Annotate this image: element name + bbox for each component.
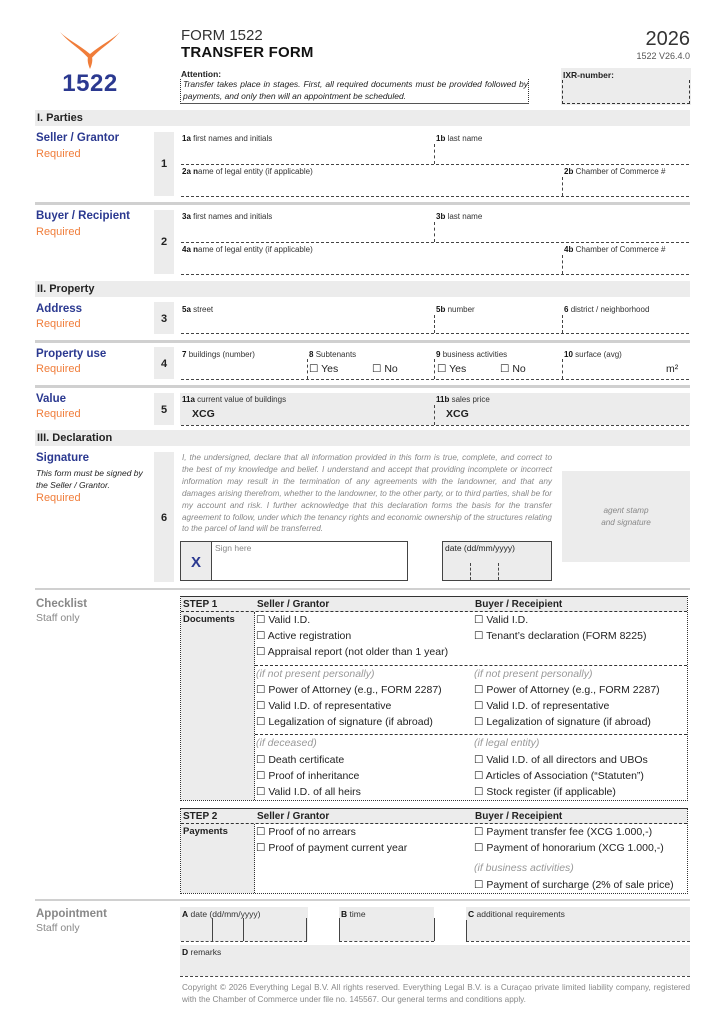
- field-property-use-input-line[interactable]: [181, 379, 689, 380]
- date-end-divider: [306, 918, 307, 941]
- checklist-item[interactable]: ☐ Legalization of signature (if abroad): [256, 716, 433, 729]
- field-3a-label: 3a first names and initials: [182, 212, 273, 221]
- checklist-item[interactable]: ☐ Proof of inheritance: [256, 769, 360, 782]
- field-8-divider: [307, 359, 308, 379]
- checklist-item[interactable]: ☐ Stock register (if applicable): [474, 786, 616, 799]
- seller-number: 1: [154, 132, 174, 196]
- field-6-divider: [562, 315, 563, 333]
- field-11a-label: 11a current value of buildings: [182, 395, 287, 404]
- surface-unit: m²: [666, 363, 679, 375]
- date-day-divider: [212, 918, 213, 941]
- checklist-item[interactable]: ☐ Proof of payment current year: [256, 842, 408, 855]
- form-title: TRANSFER FORM: [181, 44, 314, 61]
- step2-row-label: Payments: [181, 824, 255, 893]
- date-month-divider: [498, 563, 499, 580]
- field-7-label: 7 buildings (number): [182, 350, 255, 359]
- seller-title: Seller / Grantor: [36, 132, 120, 144]
- property-use-title: Property use: [36, 348, 107, 360]
- appointment-remarks-line: [180, 976, 690, 977]
- checklist-item[interactable]: ☐ Valid I.D.: [256, 614, 311, 626]
- step1-label: STEP 1: [183, 599, 218, 610]
- checklist-item[interactable]: ☐ Payment of surcharge (2% of sale price): [474, 878, 674, 891]
- field-5a-label: 5a street: [182, 305, 214, 314]
- checklist-item[interactable]: ☐ Legalization of signature (if abroad): [474, 716, 651, 729]
- requirements-divider: [466, 920, 467, 941]
- appointment-time-label: B time: [341, 909, 366, 919]
- checklist-item[interactable]: ☐ Payment of honorarium (XCG 1.000,-): [474, 842, 664, 855]
- logo-number: 1522: [62, 70, 118, 97]
- value-number: 5: [154, 393, 174, 425]
- sign-placeholder: Sign here: [215, 543, 252, 553]
- checklist-item[interactable]: ☐ Proof of no arrears: [256, 826, 356, 838]
- checklist-item[interactable]: ☐ Appraisal report (not older than 1 year): [256, 646, 449, 659]
- section-declaration: III. Declaration: [35, 430, 690, 446]
- signature-field[interactable]: [180, 541, 408, 581]
- field-3b-label: 3b last name: [436, 212, 483, 221]
- business-activities-no-checkbox[interactable]: ☐ No: [500, 363, 526, 375]
- field-address-input-line[interactable]: [181, 333, 689, 334]
- checklist-condition: (if deceased): [256, 737, 317, 750]
- divider: [35, 202, 690, 205]
- step1-group-base: [255, 612, 687, 665]
- field-9-label: 9 business activities: [436, 350, 508, 359]
- field-1-input-line[interactable]: [181, 164, 689, 165]
- checklist-item[interactable]: ☐ Payment transfer fee (XCG 1.000,-): [474, 826, 653, 838]
- buyer-required: Required: [36, 226, 81, 238]
- value-required: Required: [36, 408, 81, 420]
- appointment-remarks-field[interactable]: [180, 945, 690, 976]
- date-day-divider: [470, 563, 471, 580]
- attention-label: Attention:: [181, 69, 222, 79]
- divider: [35, 385, 690, 388]
- sales-price-currency: XCG: [446, 408, 469, 420]
- form-code: FORM 1522: [181, 27, 263, 44]
- signature-date-field[interactable]: [442, 541, 552, 581]
- time-end-divider: [434, 918, 435, 941]
- field-1b-divider: [434, 144, 435, 164]
- appointment-requirements-line: [466, 941, 690, 942]
- appointment-requirements-label: C additional requirements: [468, 909, 565, 919]
- checklist-condition: (if business activities): [474, 862, 574, 875]
- address-number: 3: [154, 302, 174, 334]
- form-version: 1522 V26.4.0: [636, 51, 690, 61]
- section-parties: I. Parties: [35, 110, 690, 126]
- step1-seller-header: Seller / Grantor: [257, 599, 330, 610]
- step1-header: [181, 597, 687, 612]
- logo-wing-icon: [58, 30, 122, 70]
- field-5b-label: 5b number: [436, 305, 475, 314]
- checklist-condition: (if legal entity): [474, 737, 540, 750]
- step1-buyer-header: Buyer / Receipient: [475, 599, 563, 610]
- ixr-number-input[interactable]: [562, 80, 690, 104]
- field-3b-divider: [434, 222, 435, 242]
- step2-seller-header: Seller / Grantor: [257, 811, 330, 822]
- stamp-line-1: agent stamp: [603, 506, 649, 515]
- signature-number: 6: [154, 452, 174, 582]
- checklist-item[interactable]: ☐ Valid I.D. of all heirs: [256, 786, 361, 799]
- business-activities-yes-checkbox[interactable]: ☐ Yes: [437, 363, 467, 375]
- checklist-subtitle: Staff only: [36, 612, 80, 624]
- divider: [35, 588, 690, 590]
- field-6-label: 6 district / neighborhood: [564, 305, 650, 314]
- field-4a-label: 4a name of legal entity (if applicable): [182, 245, 313, 254]
- attention-text: Transfer takes place in stages. First, all required documents must be provided followed by payments, and only then will an appointment be scheduled.: [180, 79, 529, 104]
- checklist-item[interactable]: ☐ Articles of Association (“Statuten”): [474, 769, 644, 782]
- signature-subtitle: This form must be signed by the Seller / Grantor.: [36, 468, 143, 490]
- checklist-item[interactable]: ☐ Death certificate: [256, 753, 345, 766]
- field-value-input-line[interactable]: [181, 425, 689, 426]
- checklist-condition: (if not present personally): [256, 667, 375, 680]
- section-property: II. Property: [35, 281, 690, 297]
- field-2b-divider: [562, 177, 563, 196]
- appointment-remarks-label: D remarks: [182, 947, 222, 957]
- appointment-date-line: [181, 941, 307, 942]
- address-required: Required: [36, 318, 81, 330]
- step1-row-label: Documents: [181, 612, 255, 800]
- date-month-divider: [243, 918, 244, 941]
- checklist-item[interactable]: ☐ Valid I.D. of representative: [256, 700, 392, 713]
- field-5b-divider: [434, 315, 435, 333]
- field-8-label: 8 Subtenants: [309, 350, 357, 359]
- field-10-label: 10 surface (avg): [564, 350, 622, 359]
- field-1b-label: 1b last name: [436, 134, 483, 143]
- subtenants-no-checkbox[interactable]: ☐ No: [372, 363, 398, 375]
- seller-required: Required: [36, 148, 81, 160]
- ixr-number-field[interactable]: [561, 68, 691, 105]
- subtenants-yes-checkbox[interactable]: ☐ Yes: [309, 363, 339, 375]
- checklist-item[interactable]: ☐ Valid I.D. of representative: [474, 700, 610, 713]
- appointment-title: Appointment: [36, 908, 107, 920]
- checklist-item[interactable]: ☐ Power of Attorney (e.g., FORM 2287): [474, 683, 660, 696]
- footer-copyright: Copyright © 2026 Everything Legal B.V. All rights reserved. Everything Legal B.V. is a Curaçao private limited liability company, registered with the Chamber of Commerce under file no. 145567. Our general terms and conditions apply.: [182, 983, 690, 1004]
- field-11b-divider: [434, 405, 435, 425]
- checklist-item[interactable]: ☐ Active registration: [256, 630, 352, 643]
- address-title: Address: [36, 303, 83, 315]
- divider: [35, 340, 690, 343]
- field-2b-label: 2b Chamber of Commerce #: [564, 167, 666, 176]
- step1-group-not-present: [255, 665, 687, 735]
- field-2a-label: 2a name of legal entity (if applicable): [182, 167, 313, 176]
- appointment-time-line: [339, 941, 434, 942]
- time-start-divider: [339, 918, 340, 941]
- field-3-input-line[interactable]: [181, 242, 689, 243]
- field-4-input-line[interactable]: [181, 274, 689, 275]
- checklist-item[interactable]: ☐ Tenant’s declaration (FORM 8225): [474, 630, 647, 643]
- step1-group-special: [255, 734, 687, 800]
- sign-mark: X: [181, 542, 212, 580]
- field-10-divider: [562, 359, 563, 379]
- declaration-text: I, the undersigned, declare that all information provided in this form is true, complete, and correct to the best of my knowledge and belief. I understand and accept that providing incomplete or incorrect information may result in the termination of any agreements with the landowner, and that any damages arising therefrom, whether to the landowner, to the other party, or to third parties, shall be for my account and risk. I further acknowledge that this declaration forms the basis for the transfer agreement to follow, under which the tenancy rights and economic ownership of the structures relating to the parcel of land will be transferred.: [182, 453, 552, 534]
- field-4b-divider: [562, 255, 563, 274]
- signature-date-label: date (dd/mm/yyyy): [445, 543, 515, 553]
- property-use-required: Required: [36, 363, 81, 375]
- ixr-number-label: IXR-number:: [563, 70, 614, 80]
- buyer-title: Buyer / Recipient: [36, 210, 130, 222]
- value-title: Value: [36, 393, 67, 405]
- form-year: 2026: [645, 28, 690, 50]
- appointment-subtitle: Staff only: [36, 922, 80, 934]
- step2-buyer-header: Buyer / Receipient: [475, 811, 563, 822]
- agent-stamp-area: [562, 471, 690, 562]
- property-use-number: 4: [154, 347, 174, 379]
- field-11b-label: 11b sales price: [436, 395, 490, 404]
- field-4b-label: 4b Chamber of Commerce #: [564, 245, 666, 254]
- checklist-title: Checklist: [36, 598, 88, 610]
- field-9-divider: [434, 359, 435, 379]
- stamp-line-2: and signature: [601, 518, 651, 527]
- divider: [35, 899, 690, 901]
- signature-title: Signature: [36, 452, 90, 464]
- checklist-item[interactable]: ☐ Valid I.D.: [474, 614, 529, 626]
- field-2-input-line[interactable]: [181, 196, 689, 197]
- checklist-step2-table: [180, 808, 688, 894]
- field-1a-label: 1a first names and initials: [182, 134, 273, 143]
- buyer-number: 2: [154, 210, 174, 274]
- checklist-condition: (if not present personally): [474, 667, 593, 680]
- appointment-date-label: A date (dd/mm/yyyy): [182, 909, 261, 919]
- step2-header: [181, 809, 687, 824]
- step2-label: STEP 2: [183, 811, 218, 822]
- checklist-item[interactable]: ☐ Power of Attorney (e.g., FORM 2287): [256, 683, 442, 696]
- current-value-currency: XCG: [192, 408, 215, 420]
- checklist-item[interactable]: ☐ Valid I.D. of all directors and UBOs: [474, 753, 648, 766]
- checklist-step1-table: [180, 596, 688, 801]
- signature-required: Required: [36, 492, 81, 504]
